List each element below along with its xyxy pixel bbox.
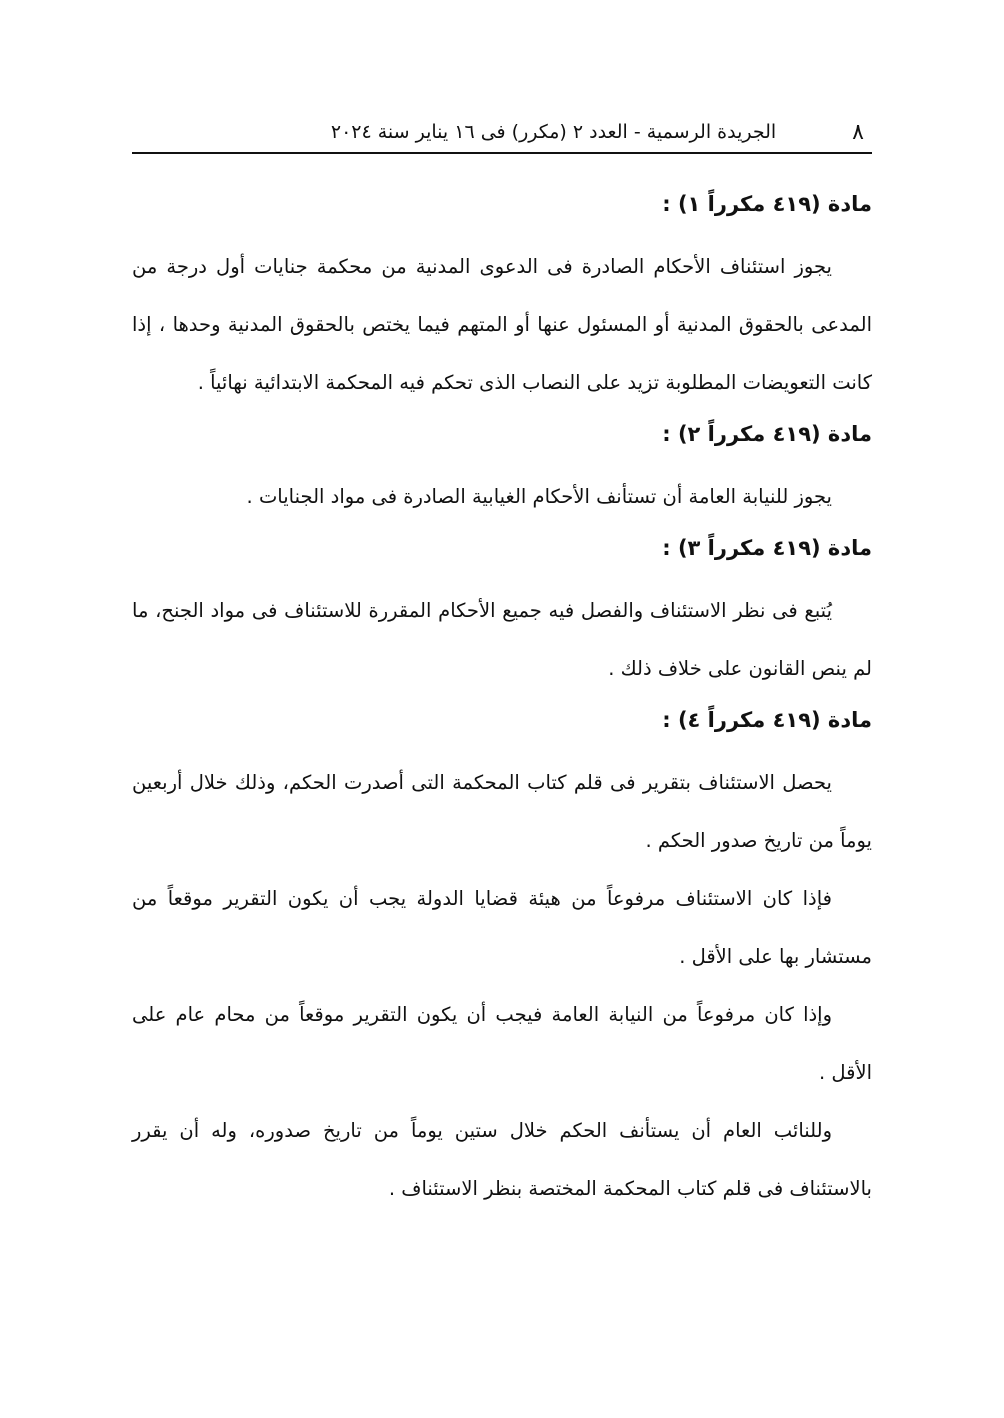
page-header [132, 112, 872, 154]
article-paragraph: يجوز استئناف الأحكام الصادرة فى الدعوى المدنية من محكمة جنايات أول درجة من المدعى بالحقوق المدنية أو المسئول عنها أو المتهم فيما يختص بالحقوق المدنية وحدها ، إذا كانت التعويضات المطلوبة تزيد على النصاب الذى تحكم فيه المحكمة الابتدائية نهائياً . [132, 255, 872, 394]
article-title: مادة (٤١٩ مكرراً ٤) : [662, 708, 872, 732]
article-paragraph: يجوز للنيابة العامة أن تستأنف الأحكام الغيابية الصادرة فى مواد الجنايات . [246, 485, 832, 508]
document-page [132, 0, 872, 1418]
page-number: ٨ [852, 119, 864, 145]
article-419-bis-4 [132, 698, 872, 1218]
article-paragraph: فإذا كان الاستئناف مرفوعاً من هيئة قضايا الدولة يجب أن يكون التقرير موقعاً من مستشار بها على الأقل . [132, 887, 872, 968]
document-body [132, 182, 872, 1218]
article-title: مادة (٤١٩ مكرراً ٣) : [662, 536, 872, 560]
article-419-bis-2 [132, 412, 872, 526]
gazette-header-title: الجريدة الرسمية - العدد ٢ (مكرر) فى ١٦ يناير سنة ٢٠٢٤ [330, 121, 777, 143]
article-paragraph: يُتبع فى نظر الاستئناف والفصل فيه جميع الأحكام المقررة للاستئناف فى مواد الجنح، ما لم ينص القانون على خلاف ذلك . [132, 599, 872, 680]
article-paragraph: وللنائب العام أن يستأنف الحكم خلال ستين يوماً من تاريخ صدوره، وله أن يقرر بالاستئناف فى قلم كتاب المحكمة المختصة بنظر الاستئناف . [132, 1119, 872, 1200]
article-title: مادة (٤١٩ مكرراً ٢) : [662, 422, 872, 446]
article-title: مادة (٤١٩ مكرراً ١) : [662, 192, 872, 216]
article-419-bis-1 [132, 182, 872, 412]
article-419-bis-3 [132, 526, 872, 698]
article-paragraph: وإذا كان مرفوعاً من النيابة العامة فيجب أن يكون التقرير موقعاً من محام عام على الأقل . [132, 1003, 872, 1084]
article-paragraph: يحصل الاستئناف بتقرير فى قلم كتاب المحكمة التى أصدرت الحكم، وذلك خلال أربعين يوماً من تاريخ صدور الحكم . [132, 771, 872, 852]
